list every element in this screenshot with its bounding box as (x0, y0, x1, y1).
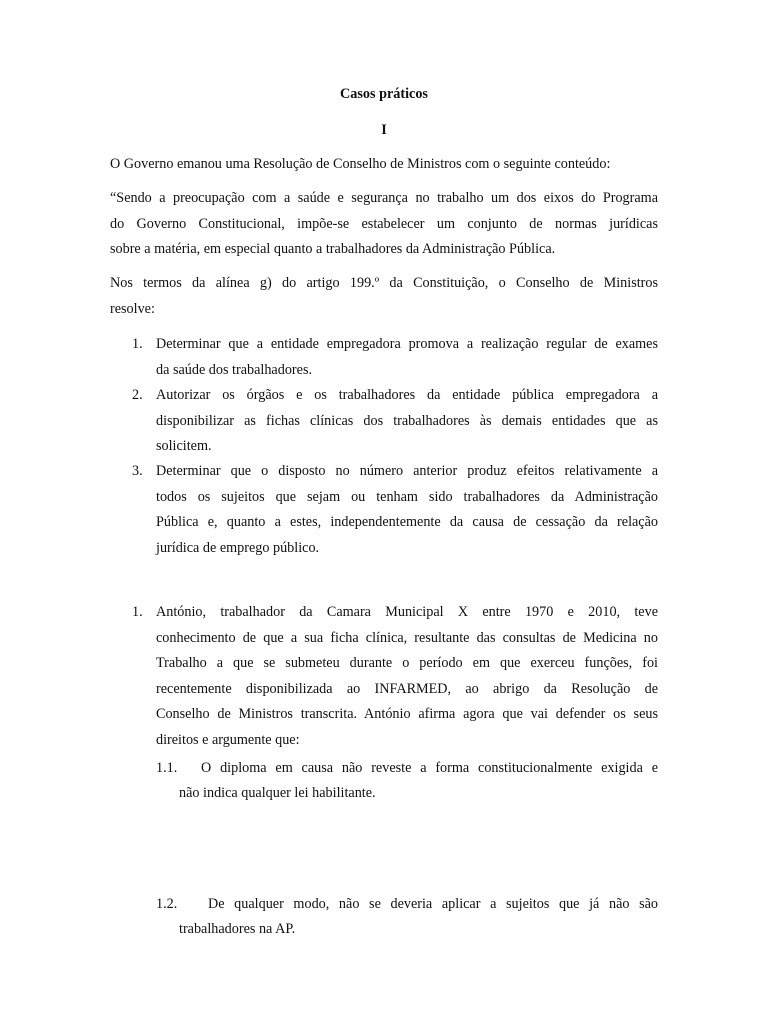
list-item-line: Determinar que a entidade empregadora promova a realização regular de exames (156, 336, 658, 352)
list-item-line: jurídica de emprego público. (156, 539, 320, 556)
list-item-number: 1. (132, 336, 143, 352)
list-item-line: disponibilizar as fichas clínicas dos trabalhadores às demais entidades que as (156, 412, 658, 429)
subpoint-line (179, 917, 658, 943)
list-item (156, 383, 658, 460)
question-line: Trabalho a que se submeteu durante o período em que exerceu funções, foi (156, 655, 658, 671)
question-line: direitos e argumente que: (156, 731, 300, 748)
quote-paragraph (110, 186, 658, 263)
section-number: I (381, 122, 387, 138)
subpoint-line (201, 756, 658, 782)
list-item-line: todos os sujeitos que sejam ou tenham sido trabalhadores da Administração (156, 488, 658, 505)
list-item-line: Determinar que o disposto no número anterior produz efeitos relativamente a (156, 463, 658, 479)
question-line: recentemente disponibilizada ao INFARMED, ao abrigo da Resolução de (156, 680, 658, 697)
subpoint-line (208, 892, 658, 918)
question-line: Conselho de Ministros transcrita. António afirma agora que vai defender os seus (156, 706, 658, 722)
subpoint-number: 1.1. (156, 760, 178, 776)
subpoint-line-text: não indica qualquer lei habilitante. (179, 785, 376, 801)
list-item-line: Pública e, quanto a estes, independentemente da causa de cessação da relação (156, 514, 658, 530)
list-item-number: 3. (132, 463, 143, 479)
list-item-number: 2. (132, 387, 143, 403)
subpoint-number: 1.2. (156, 896, 178, 912)
quote-line: sobre a matéria, em especial quanto a trabalhadores da Administração Pública. (110, 241, 556, 257)
question-line: conhecimento de que a sua ficha clínica, resultante das consultas de Medicina no (156, 629, 658, 646)
intro-paragraph (110, 152, 658, 178)
legal-basis-line: Nos termos da alínea g) do artigo 199.º da Constituição, o Conselho de Ministros (110, 275, 658, 291)
subpoint-line-text: trabalhadores na AP. (179, 921, 296, 937)
list-item (156, 459, 658, 561)
list-item-line: da saúde dos trabalhadores. (156, 361, 313, 378)
subpoint-line-text: De qualquer modo, não se deveria aplicar a sujeitos que já não são (208, 896, 658, 912)
legal-basis-line: resolve: (110, 300, 155, 317)
subpoint-line-text: O diploma em causa não reveste a forma constitucionalmente exigida e (201, 760, 658, 776)
intro-text: O Governo emanou uma Resolução de Conselho de Ministros com o seguinte conteúdo: (110, 156, 611, 172)
question-line: António, trabalhador da Camara Municipal X entre 1970 e 2010, teve (156, 604, 658, 620)
list-item (156, 332, 658, 383)
subpoint-line (179, 781, 658, 807)
list-item-line: solicitem. (156, 438, 212, 454)
quote-line: do Governo Constitucional, impõe-se estabelecer um conjunto de normas jurídicas (110, 215, 658, 232)
document-title: Casos práticos (340, 86, 428, 102)
list-item-line: Autorizar os órgãos e os trabalhadores da entidade pública empregadora a (156, 387, 658, 403)
quote-line: “Sendo a preocupação com a saúde e segurança no trabalho um dos eixos do Programa (110, 190, 658, 206)
question-number: 1. (132, 604, 143, 620)
legal-basis-paragraph (110, 271, 658, 322)
question-text (156, 600, 658, 753)
